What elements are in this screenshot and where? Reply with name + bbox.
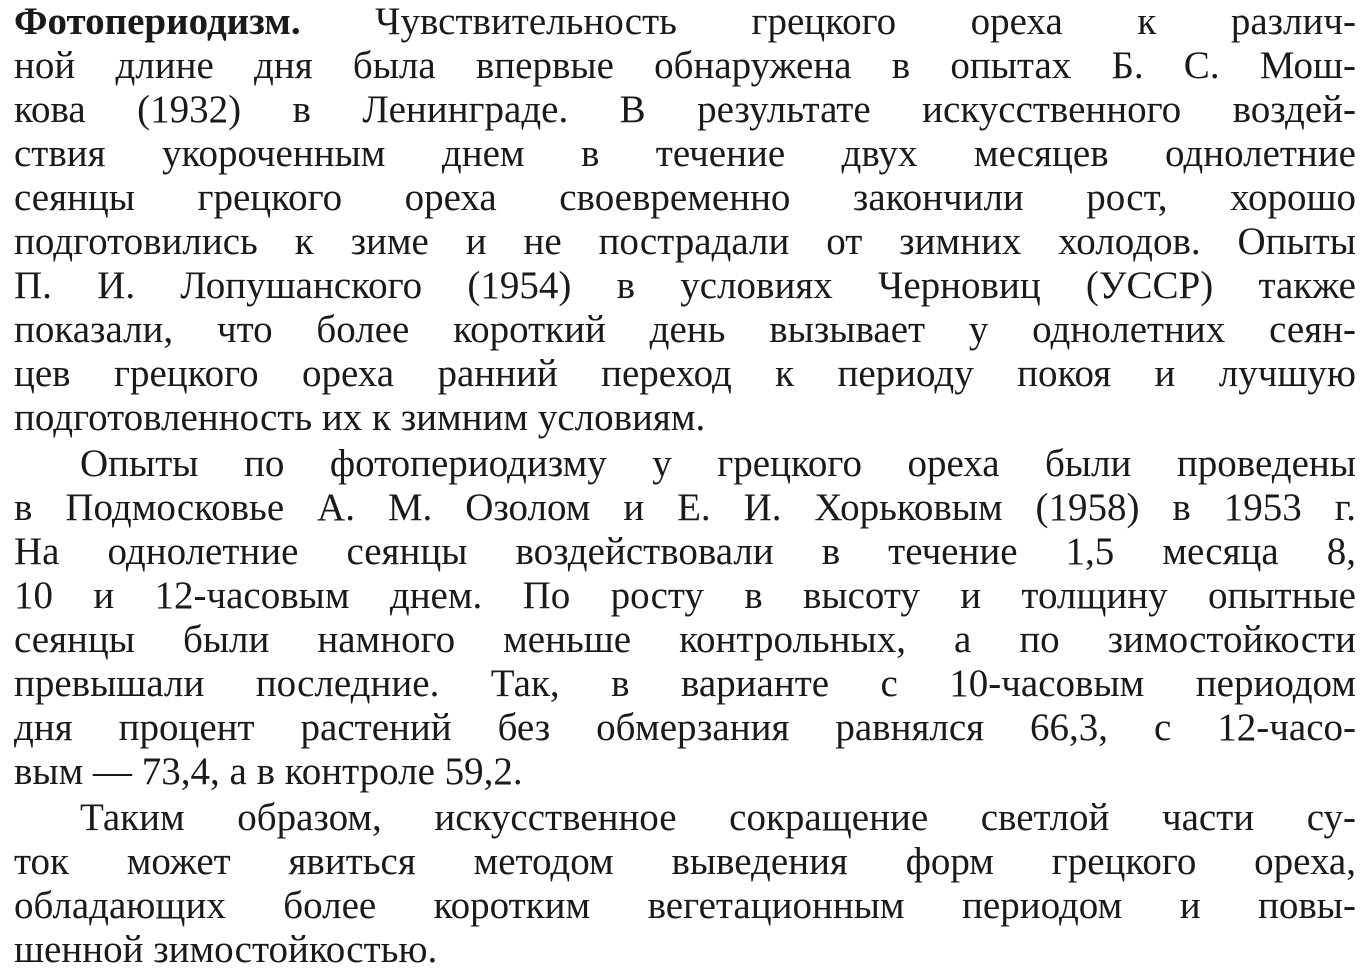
paragraph-1-line-1 <box>14 0 1356 44</box>
text-line: шенной зимостойкостью. <box>14 928 438 971</box>
text-line: в Подмосковье А. М. Озолом и Е. И. Хорьковым (1958) в 1953 г. <box>14 486 1356 529</box>
text-line: кова (1932) в Ленинграде. В результате искусственного воздей- <box>14 88 1356 131</box>
text-line: П. И. Лопушанского (1954) в условиях Черновиц (УССР) также <box>14 264 1356 307</box>
text-line: сеянцы были намного меньше контрольных, а по зимостойкости <box>14 618 1356 661</box>
text-line: подготовились к зиме и не пострадали от зимних холодов. Опыты <box>14 220 1356 263</box>
text-line: обладающих более коротким вегетационным периодом и повы- <box>14 884 1356 927</box>
text-line: Чувствительность грецкого ореха к различ- <box>300 0 1356 43</box>
text-line: подготовленность их к зимним условиям. <box>14 396 706 439</box>
text-line: дня процент растений без обмерзания равнялся 66,3, с 12-часо- <box>14 706 1356 749</box>
text-line: ток может явиться методом выведения форм грецкого ореха, <box>14 840 1356 883</box>
text-line: вым — 73,4, а в контроле 59,2. <box>14 750 523 793</box>
text-line: сеянцы грецкого ореха своевременно закончили рост, хорошо <box>14 176 1356 219</box>
text-line: цев грецкого ореха ранний переход к периоду покоя и лучшую <box>14 352 1356 395</box>
text-line: Таким образом, искусственное сокращение светлой части су- <box>80 796 1356 839</box>
text-line: 10 и 12-часовым днем. По росту в высоту и толщину опытные <box>14 574 1356 617</box>
text-line: показали, что более короткий день вызывает у однолетних сеян- <box>14 308 1356 351</box>
text-line: Опыты по фотопериодизму у грецкого ореха были проведены <box>80 442 1356 485</box>
text-line: превышали последние. Так, в варианте с 10-часовым периодом <box>14 662 1356 705</box>
text-line: ной длине дня была впервые обнаружена в опытах Б. С. Мош- <box>14 44 1356 87</box>
text-line: ствия укороченным днем в течение двух месяцев однолетние <box>14 132 1356 175</box>
section-heading: Фотопериодизм. <box>14 0 301 43</box>
text-line: На однолетние сеянцы воздействовали в течение 1,5 месяца 8, <box>14 530 1356 573</box>
